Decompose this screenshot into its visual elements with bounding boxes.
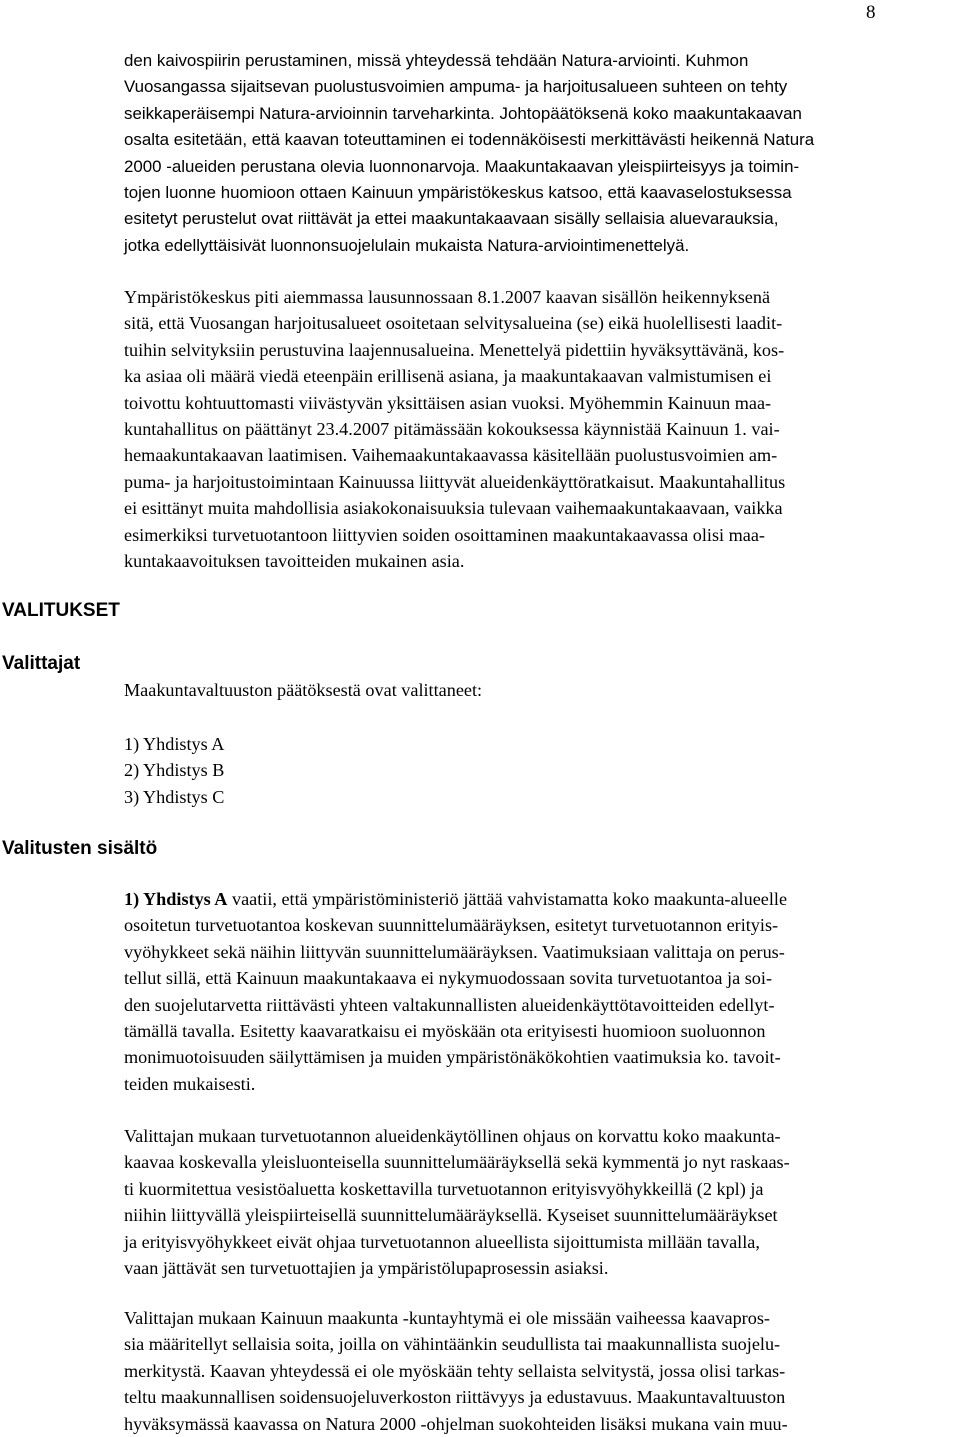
text-line: niihin liittyvällä yleispiirteisellä suunnittelumääräyksellä. Kyseiset suunnittelumääräykset xyxy=(124,1205,778,1226)
text-fragment: vaatii, että ympäristöministeriö jättää vahvistamatta koko maakunta-alueelle xyxy=(227,889,788,909)
appellants-intro xyxy=(124,677,960,703)
text-line: puma- ja harjoitustoimintaan Kainuussa liittyvät alueidenkäyttöratkaisut. Maakuntahallitus xyxy=(124,471,786,492)
text-line xyxy=(124,886,960,912)
text-line: ti kuormitettua vesistöaluetta koskettavilla turvetuotannon erityisvyöhykkeillä (2 kpl) ja xyxy=(124,1178,764,1199)
text-line: merkitystä. Kaavan yhteydessä ei ole myöskään tehty sellaista selvitystä, jossa olisi tarkas- xyxy=(124,1360,786,1381)
text-line: ja erityisvyöhykkeet eivät ohjaa turvetuotannon alueellista sijoittumista millään tavalla, xyxy=(124,1231,760,1252)
text-line: esitetyt perustelut ovat riittävät ja ettei maakuntakaavaan sisälly sellaisia aluevarauksia, xyxy=(124,209,779,229)
list-item: 2) Yhdistys B xyxy=(124,760,225,781)
text-line: esimerkiksi turvetuotantoon liittyvien soiden osoittaminen maakuntakaavassa olisi maa- xyxy=(124,524,765,545)
text-line: tojen luonne huomioon ottaen Kainuun ympäristökeskus katsoo, että kaavaselostuksessa xyxy=(124,183,792,203)
paragraph-natura-assessment xyxy=(124,48,960,259)
section-heading-valitusten-sisalto: Valitusten sisältö xyxy=(2,838,158,859)
text-line: Valittajan mukaan Kainuun maakunta -kuntayhtymä ei ole missään vaiheessa kaavapros- xyxy=(124,1308,770,1328)
section-heading-valitukset: VALITUKSET xyxy=(2,600,120,621)
text-line: Vuosangassa sijaitsevan puolustusvoimien ampuma- ja harjoitusalueen suhteen on tehty xyxy=(124,77,788,97)
text-line: kuntakaavoituksen tavoitteiden mukainen asia. xyxy=(124,551,465,572)
text-line: tämällä tavalla. Esitetty kaavaratkaisu ei myöskään ota erityisesti huomioon suoluonnon xyxy=(124,1021,766,1042)
text-line: sitä, että Vuosangan harjoitusalueet osoitetaan selvitysalueina (se) eikä huolellisesti laadit- xyxy=(124,313,783,334)
text-line: Maakuntavaltuuston päätöksestä ovat valittaneet: xyxy=(124,680,483,700)
text-line: 2000 -alueiden perustana olevia luonnonarvoja. Maakuntakaavan yleispiirteisyys ja toimin- xyxy=(124,156,800,176)
text-line: vaan jättävät sen turvetuottajien ja ympäristölupaprosessin asiaksi. xyxy=(124,1258,609,1279)
paragraph-environment-centre-statement xyxy=(124,284,960,574)
text-line: ei esittänyt muita mahdollisia asiakokonaisuuksia tulevaan vaihemaakuntakaavaan, vaikka xyxy=(124,498,783,519)
text-line: Valittajan mukaan turvetuotannon alueidenkäytöllinen ohjaus on korvattu koko maakunta- xyxy=(124,1126,781,1146)
paragraph-peat-guidance xyxy=(124,1123,960,1281)
text-line: osoitetun turvetuotantoa koskevan suunnittelumääräyksen, esitetyt turvetuotannon erityis- xyxy=(124,915,779,936)
list-item: 3) Yhdistys C xyxy=(124,786,225,807)
text-line: vyöhykkeet sekä näihin liittyvän suunnittelumääräyksen. Vaatimuksiaan valittaja on perus- xyxy=(124,941,785,962)
text-line: sia määritellyt sellaisia soita, joilla on vähintäänkin seudullista tai maakunnallista suojelu- xyxy=(124,1334,781,1355)
text-line: den kaivospiirin perustaminen, missä yhteydessä tehdään Natura-arviointi. Kuhmon xyxy=(124,51,749,70)
text-line: kaavaa koskevalla yleisluonteisella suunnittelumääräyksellä sekä kymmentä jo nyt raskaas- xyxy=(124,1152,790,1173)
text-line: osalta esitetään, että kaavan toteuttaminen ei todennäköisesti merkittävästi heikennä Natura xyxy=(124,130,815,150)
appellants-list xyxy=(124,731,224,810)
paragraph-appeal-a xyxy=(124,886,960,1097)
text-line: Ympäristökeskus piti aiemmassa lausunnossaan 8.1.2007 kaavan sisällön heikennyksenä xyxy=(124,287,771,307)
section-heading-valittajat: Valittajat xyxy=(2,653,81,674)
text-line: tellut sillä, että Kainuun maakuntakaava ei nykymuodossaan sovita turvetuotantoa ja soi- xyxy=(124,968,773,989)
text-line: monimuotoisuuden säilyttämisen ja muiden ympäristönäkökohtien vaatimuksia ko. tavoit- xyxy=(124,1047,781,1068)
text-line: kuntahallitus on päättänyt 23.4.2007 pitämässään kokouksessa käynnistää Kainuun 1. vai- xyxy=(124,419,780,440)
text-line: hyväksymässä kaavassa on Natura 2000 -ohjelman suokohteiden lisäksi mukana vain muu- xyxy=(124,1413,788,1434)
text-line: jotka edellyttäisivät luonnonsuojelulain mukaista Natura-arviointimenettelyä. xyxy=(124,235,690,255)
page-number: 8 xyxy=(866,2,876,23)
text-line: teltu maakunnallisen soidensuojeluverkoston riittävyys ja edustavuus. Maakuntavaltuuston xyxy=(124,1387,786,1408)
text-line: den suojelutarvetta riittävästi yhteen valtakunnallisten alueidenkäyttötavoitteiden edellyt- xyxy=(124,994,775,1015)
appellant-name: 1) Yhdistys A xyxy=(124,889,228,909)
list-item: 1) Yhdistys A xyxy=(124,734,225,754)
paragraph-mire-protection xyxy=(124,1305,960,1437)
text-line: teiden mukaisesti. xyxy=(124,1073,256,1094)
text-line: seikkaperäisempi Natura-arvioinnin tarveharkinta. Johtopäätöksenä koko maakuntakaavan xyxy=(124,103,802,123)
text-line: toivottu kohtuuttomasti viivästyvän yksittäisen asian vuoksi. Myöhemmin Kainuun maa- xyxy=(124,392,772,413)
text-line: hemaakuntakaavan laatimisen. Vaihemaakuntakaavassa käsitellään puolustusvoimien am- xyxy=(124,445,778,466)
text-line: ka asiaa oli määrä viedä eteenpäin erillisenä asiana, ja maakuntakaavan valmistumisen ei xyxy=(124,366,772,387)
text-line: tuihin selvityksiin perustuvina laajennusalueina. Menettelyä pidettiin hyväksyttävänä, kos- xyxy=(124,339,785,360)
